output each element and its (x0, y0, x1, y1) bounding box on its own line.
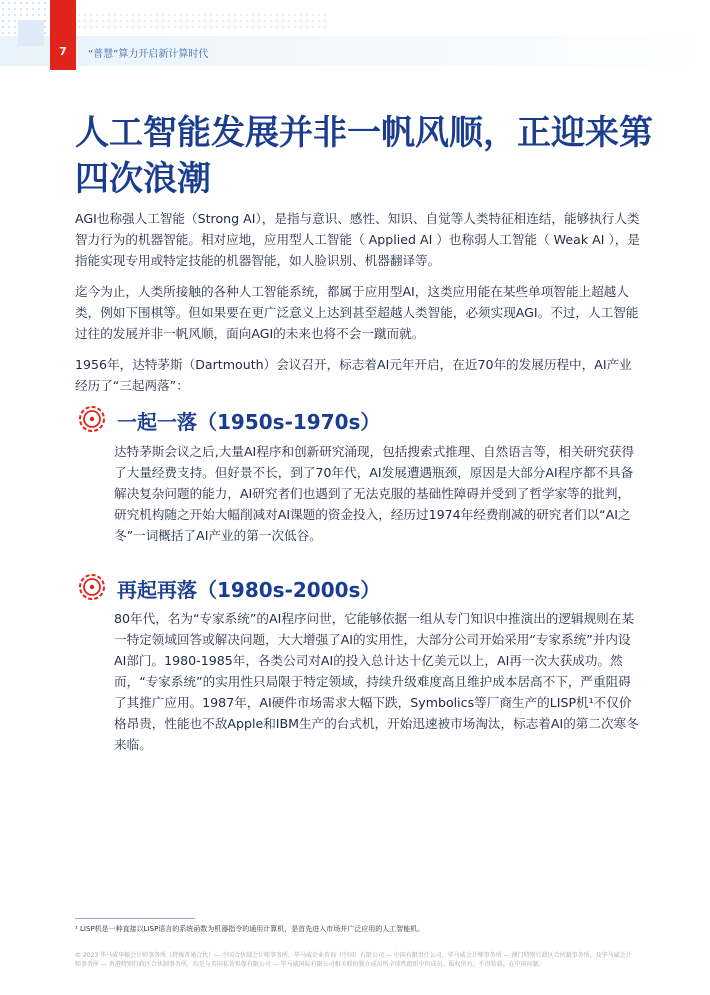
footnote: ¹ LISP机是一种直接以LISP语言的系统函数为机器指令的通用计算机，是首先进入市场并广泛应用的人工智能机。 (75, 925, 425, 933)
page-number-tab (50, 0, 76, 70)
page-title: 人工智能发展并非一帆风顺，正迎来第四次浪潮 (75, 113, 653, 199)
footnote-divider (75, 918, 195, 919)
page-number: 7 (59, 45, 67, 58)
section-title: 再起再落（1980s-2000s） (117, 578, 381, 602)
section-body: 80年代，名为“专家系统”的AI程序问世，它能够依据一组从专门知识中推演出的逻辑规则在某一特定领域回答或解决问题，大大增强了AI的实用性，大部分公司开始采用“专家系统”并内设AI部门。1980-1985年，各类公司对AI的投入总计达十亿美元以上，AI再一次大获成功。然而，“专家系统”的实用性只局限于特定领域，持续升级难度高且维护成本居高不下，严重阻碍了其推广应用。1987年，AI硬件市场需求大幅下跌，Symbolics等厂商生产的LISP机¹不仅价格昂贵，性能也不敌Apple和IBM生产的台式机，开始迅速被市场淘汰，标志着AI的第二次寒冬来临。 (114, 611, 639, 752)
header-dot-pattern-right (76, 12, 326, 32)
section-title: 一起一落（1950s-1970s） (117, 410, 381, 434)
paragraph-history-intro: 1956年，达特茅斯（Dartmouth）会议召开，标志着AI元年开启，在近70年的发展历程中，AI产业经历了“三起两落”： (75, 357, 632, 393)
gear-icon (75, 402, 109, 436)
paragraph-agi-definition: AGI也称强人工智能（Strong AI），是指与意识、感性、知识、自觉等人类特征相连结，能够执行人类智力行为的机器智能。相对应地，应用型人工智能（ Applied AI ）也称弱人工智能（ Weak AI ），是指能实现专用或特定技能的机器智能，如人脸识别、机器翻译等。 (75, 211, 640, 268)
section-body: 达特茅斯会议之后,大量AI程序和创新研究涌现，包括搜索式推理、自然语言等，相关研究获得了大量经费支持。但好景不长，到了70年代，AI发展遭遇瓶颈，原因是大部分AI程序都不具备解决复杂问题的能力，AI研究者们也遇到了无法克服的基础性障碍并受到了哲学家等的批判，研究机构随之开始大幅削减对AI课题的资金投入，经历过1974年经费削减的研究者们以“AI之冬”一词概括了AI产业的第一次低谷。 (114, 444, 635, 543)
header-decoration-square (18, 20, 44, 46)
gear-icon (75, 570, 109, 604)
paragraph-applied-ai: 迄今为止，人类所接触的各种人工智能系统，都属于应用型AI，这类应用能在某些单项智能上超越人类，例如下围棋等。但如果要在更广泛意义上达到甚至超越人类智能，必须实现AGI。不过，人工智能过往的发展并非一帆风顺，面向AGI的未来也将不会一蹴而就。 (75, 284, 639, 341)
running-title: “普慧”算力开启新计算时代 (88, 49, 209, 60)
legal-notice: © 2023 毕马威华振会计师事务所（特殊普通合伙）— 中国合伙制会计师事务所，毕马威企业咨询（中国）有限公司 — 中国有限责任公司，毕马威会计师事务所 — 澳门特别行政区合伙制事务所，及毕马威会计师事务所 — 香港特别行政区合伙制事务所，均是与英国私营担保有限公司 — 毕马威国际有限公司相关联的独立成员所全球性组织中的成员。版权所有，不得转载。在中国印制。 (75, 952, 632, 968)
